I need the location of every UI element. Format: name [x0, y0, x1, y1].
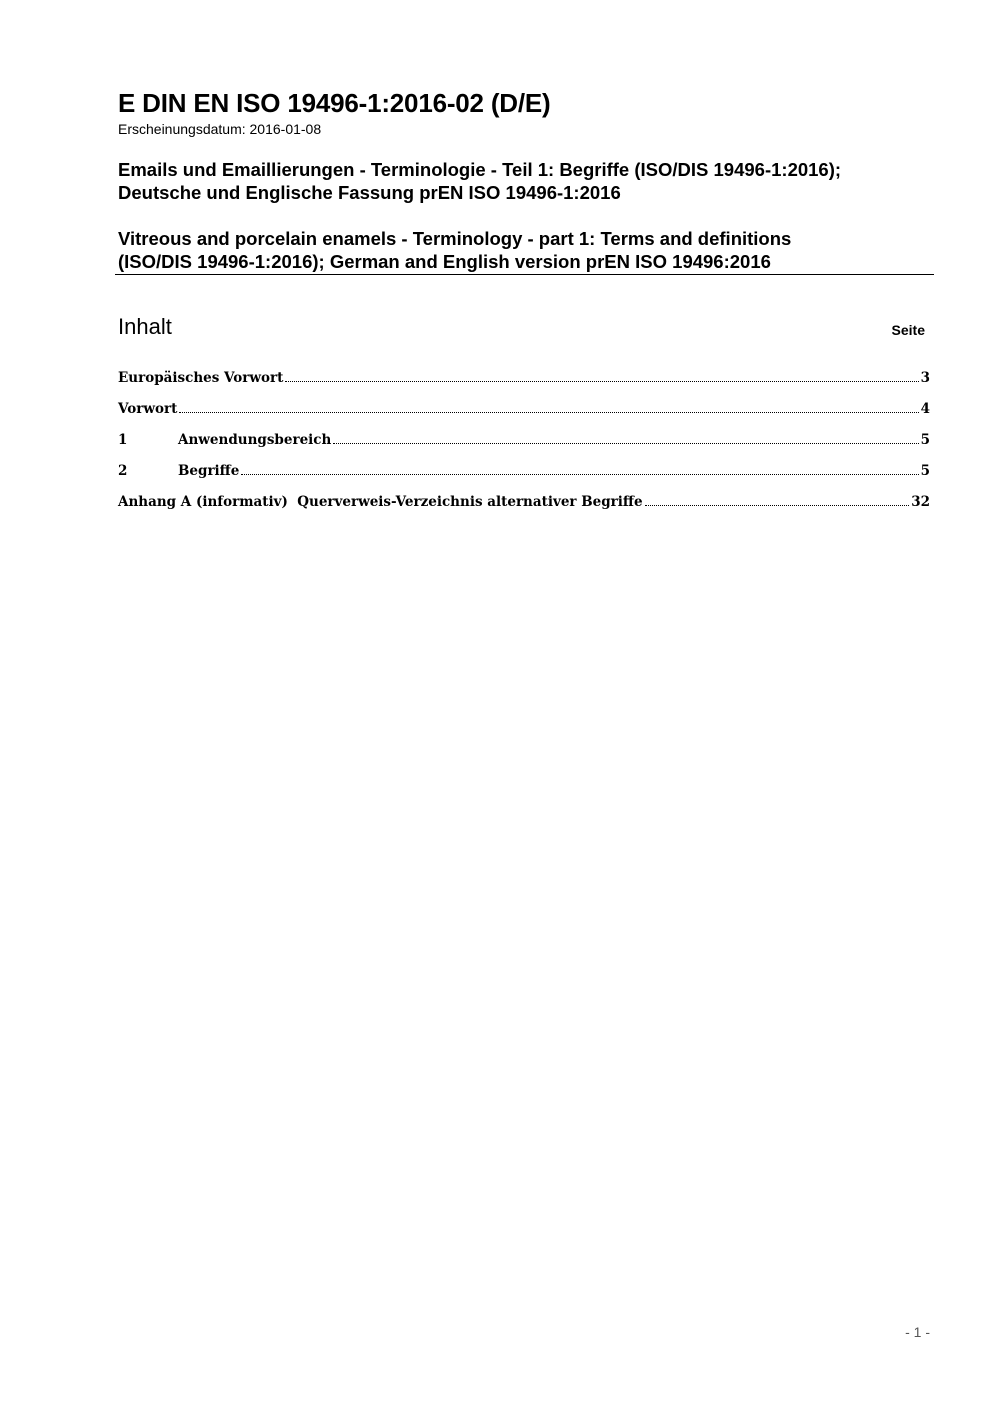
- toc-entry-page: 5: [920, 463, 930, 479]
- toc-entry-terms[interactable]: [118, 463, 930, 494]
- publication-date: Erscheinungsdatum: 2016-01-08: [118, 121, 322, 137]
- toc-entry-text: Anwendungsbereich: [178, 432, 332, 448]
- toc-leader-dots: [285, 381, 918, 382]
- title-german-line: Deutsche und Englische Fassung prEN ISO 19496-1:2016: [118, 182, 621, 203]
- toc-entry-text: Anhang A (informativ) Querverweis-Verzeichnis alternativer Begriffe: [118, 494, 643, 510]
- toc-entry-scope[interactable]: [118, 432, 930, 463]
- toc-leader-dots: [179, 412, 918, 413]
- toc-entry-european-foreword[interactable]: [118, 370, 930, 401]
- title-german: [118, 158, 841, 204]
- toc-entry-text: Europäisches Vorwort: [118, 370, 284, 386]
- toc-leader-dots: [333, 443, 918, 444]
- toc-entry-page: 32: [911, 494, 930, 510]
- toc-leader-dots: [645, 505, 910, 506]
- document-id: E DIN EN ISO 19496-1:2016-02 (D/E): [118, 88, 551, 118]
- toc-entry-number: 2: [118, 463, 128, 479]
- title-english-line: (ISO/DIS 19496-1:2016); German and English version prEN ISO 19496:2016: [118, 251, 771, 272]
- toc-entry-annex-a[interactable]: [118, 494, 930, 525]
- title-german-line: Emails und Emaillierungen - Terminologie - Teil 1: Begriffe (ISO/DIS 19496-1:2016);: [118, 159, 842, 180]
- toc-entry-text: Vorwort: [118, 401, 178, 417]
- toc-entry-text: Begriffe: [178, 463, 240, 479]
- toc-page-column-label: Seite: [891, 322, 925, 338]
- toc-leader-dots: [241, 474, 918, 475]
- table-of-contents: [118, 370, 930, 525]
- title-divider: [115, 274, 934, 275]
- page-number: - 1 -: [905, 1324, 930, 1340]
- toc-entry-page: 4: [920, 401, 930, 417]
- toc-heading: Inhalt: [118, 314, 172, 339]
- title-english-line: Vitreous and porcelain enamels - Terminology - part 1: Terms and definitions: [118, 228, 792, 249]
- title-english: [118, 227, 791, 273]
- toc-entry-page: 3: [920, 370, 930, 386]
- toc-entry-page: 5: [920, 432, 930, 448]
- toc-entry-foreword[interactable]: [118, 401, 930, 432]
- toc-entry-number: 1: [118, 432, 128, 448]
